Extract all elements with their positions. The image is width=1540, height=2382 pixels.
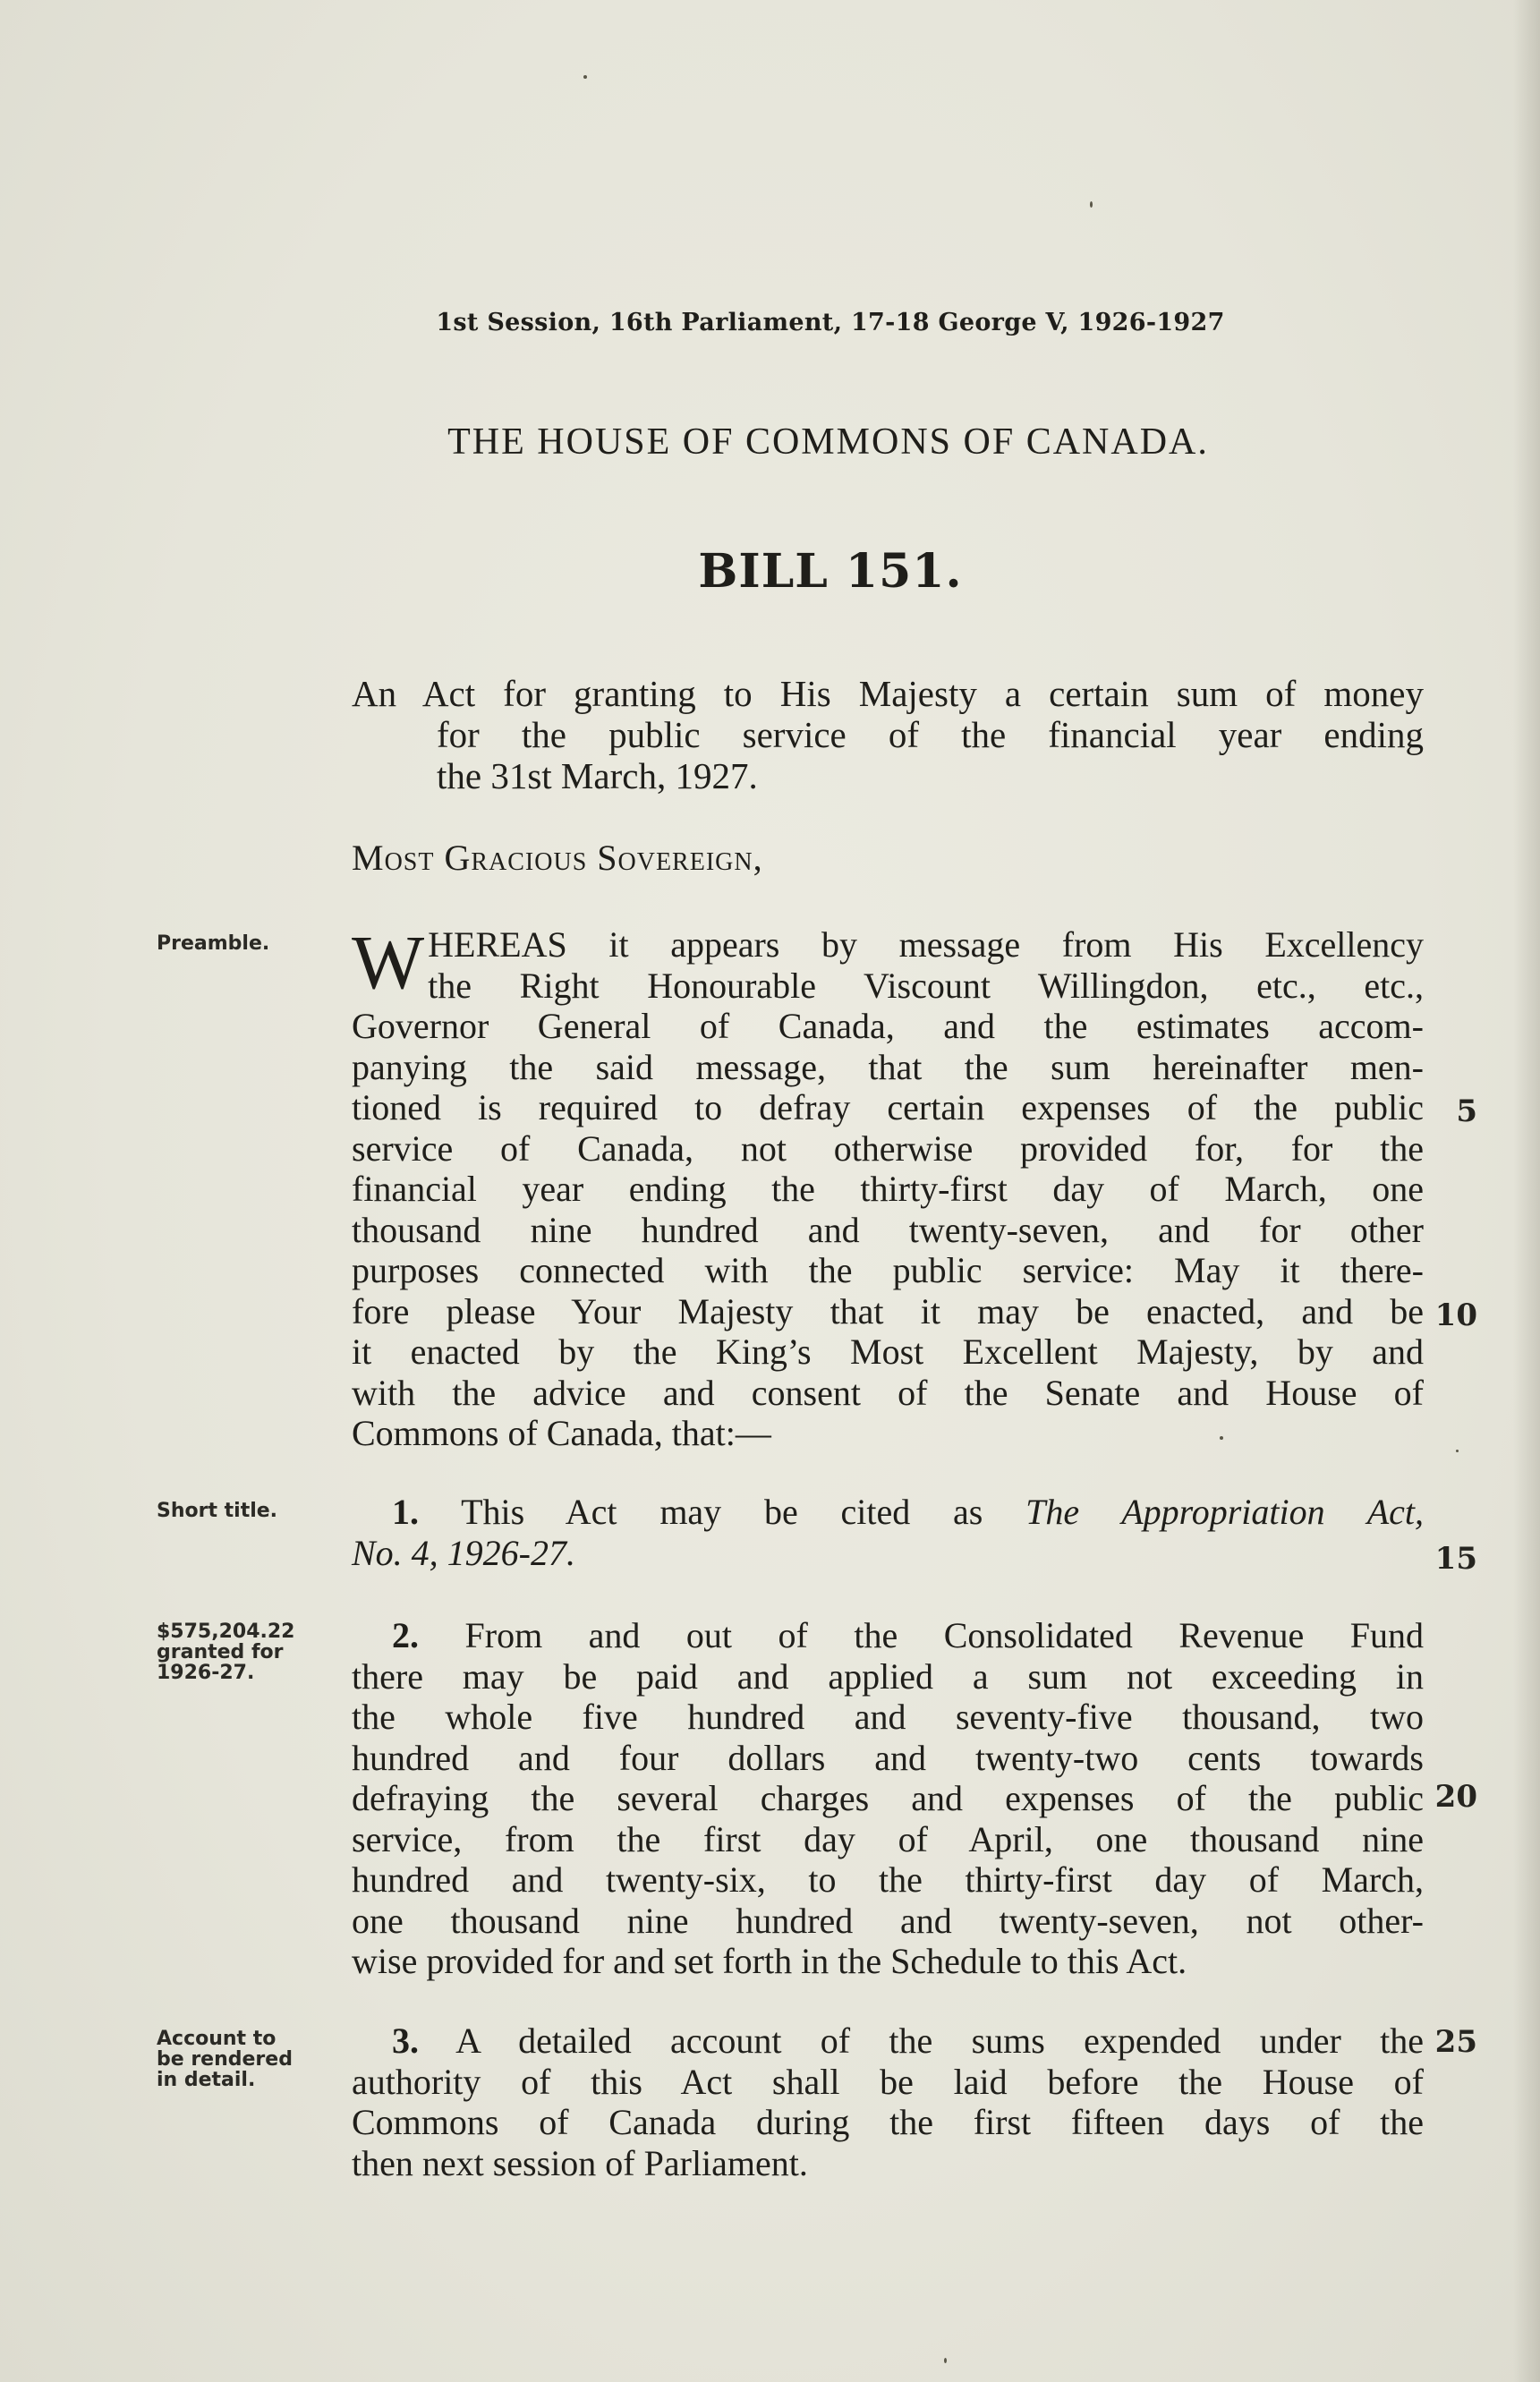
line-number: 10 (1434, 1297, 1477, 1333)
preamble-line: Commons of Canada, that:— (352, 1413, 771, 1453)
bill-number: BILL 151. (698, 544, 963, 599)
margin-note-line: 1926-27. (157, 1662, 255, 1684)
section-2-line: hundred and four dollars and twenty-two cents towards (352, 1737, 1424, 1778)
margin-note-line: in detail. (157, 2069, 256, 2091)
act-title: The Appropriation Act, (1025, 1492, 1425, 1532)
section-2-line: the whole five hundred and seventy-five thousand, two (352, 1697, 1424, 1737)
preamble-line: fore please Your Majesty that it may be enacted, and be (352, 1290, 1424, 1331)
margin-note-line: granted for (157, 1641, 284, 1663)
preamble-line: Governor General of Canada, and the estimates accom- (352, 1006, 1424, 1046)
section-1 (352, 1492, 1424, 1573)
house-title: THE HOUSE OF COMMONS OF CANADA. (447, 421, 1209, 463)
preamble-line: tioned is required to defray certain expenses of the public (352, 1087, 1424, 1127)
line-number: 15 (1434, 1541, 1477, 1577)
long-title-line: for the public service of the financial year ending (437, 714, 1424, 755)
preamble-line: panying the said message, that the sum hereinafter men- (352, 1046, 1424, 1087)
long-title (352, 673, 1424, 796)
section-3-line: authority of this Act shall be laid before the House of (352, 2061, 1424, 2102)
preamble-line: HEREAS it appears by message from His Excellency (428, 924, 1424, 965)
section-2-line: hundred and twenty-six, to the thirty-first day of March, (352, 1859, 1424, 1900)
preamble-text (352, 919, 1424, 1454)
paper-speck (1220, 1436, 1223, 1440)
preamble-line: purposes connected with the public service: May it there- (352, 1250, 1424, 1290)
section-3 (352, 2020, 1424, 2183)
preamble-line: with the advice and consent of the Senate and House of (352, 1372, 1424, 1413)
act-number: No. 4, 1926-27. (352, 1532, 575, 1573)
line-number: 20 (1434, 1779, 1477, 1815)
preamble-line: service of Canada, not otherwise provided for, for the (352, 1127, 1424, 1169)
long-title-line: the 31st March, 1927. (437, 755, 758, 796)
section-2-line: From and out of the Consolidated Revenue Fund (464, 1615, 1425, 1655)
margin-note-line: $575,204.22 (157, 1621, 295, 1643)
section-3-line: Commons of Canada during the first fifteen days of the (352, 2102, 1424, 2142)
margin-note-preamble: Preamble. (157, 932, 270, 955)
paper-speck (1456, 1450, 1459, 1452)
margin-note-amount (157, 1621, 318, 1683)
page-edge-shadow (1513, 0, 1540, 2382)
section-3-line: then next session of Parliament. (352, 2142, 808, 2183)
margin-note-account (157, 2029, 318, 2090)
section-number: 3. (392, 2020, 419, 2061)
paper-speck (944, 2358, 947, 2363)
drop-cap: W (352, 919, 425, 1005)
long-title-line: An Act for granting to His Majesty a certain sum of money (352, 673, 1424, 714)
preamble-line: financial year ending the thirty-first day of March, one (352, 1169, 1424, 1209)
margin-note-line: Account to (157, 2028, 277, 2050)
section-2 (352, 1615, 1424, 1982)
salutation: Most Gracious Sovereign, (352, 838, 763, 878)
section-2-line: there may be paid and applied a sum not exceeding in (352, 1655, 1424, 1697)
line-number: 5 (1456, 1093, 1477, 1129)
preamble-line: it enacted by the King’s Most Excellent Majesty, by and (352, 1331, 1424, 1372)
preamble-line: thousand nine hundred and twenty-seven, and for other (352, 1209, 1424, 1250)
section-3-line: A detailed account of the sums expended under the (455, 2020, 1425, 2061)
paper-speck (583, 75, 587, 79)
section-number: 1. (392, 1492, 419, 1532)
paper-speck (1090, 201, 1093, 208)
section-2-line: service, from the first day of April, one thousand nine (352, 1818, 1424, 1859)
section-2-line: defraying the several charges and expenses of the public (352, 1778, 1424, 1818)
section-1-text: This Act may be cited as (461, 1492, 983, 1532)
section-2-line: wise provided for and set forth in the Schedule to this Act. (352, 1941, 1187, 1981)
session-header: 1st Session, 16th Parliament, 17-18 George V, 1926-1927 (436, 309, 1225, 336)
margin-note-short-title: Short title. (157, 1500, 278, 1522)
line-number: 25 (1434, 2024, 1477, 2060)
preamble-line: the Right Honourable Viscount Willingdon, etc., etc., (428, 965, 1424, 1006)
margin-note-line: be rendered (157, 2048, 293, 2071)
section-number: 2. (392, 1615, 419, 1655)
section-2-line: one thousand nine hundred and twenty-seven, not other- (352, 1900, 1424, 1941)
